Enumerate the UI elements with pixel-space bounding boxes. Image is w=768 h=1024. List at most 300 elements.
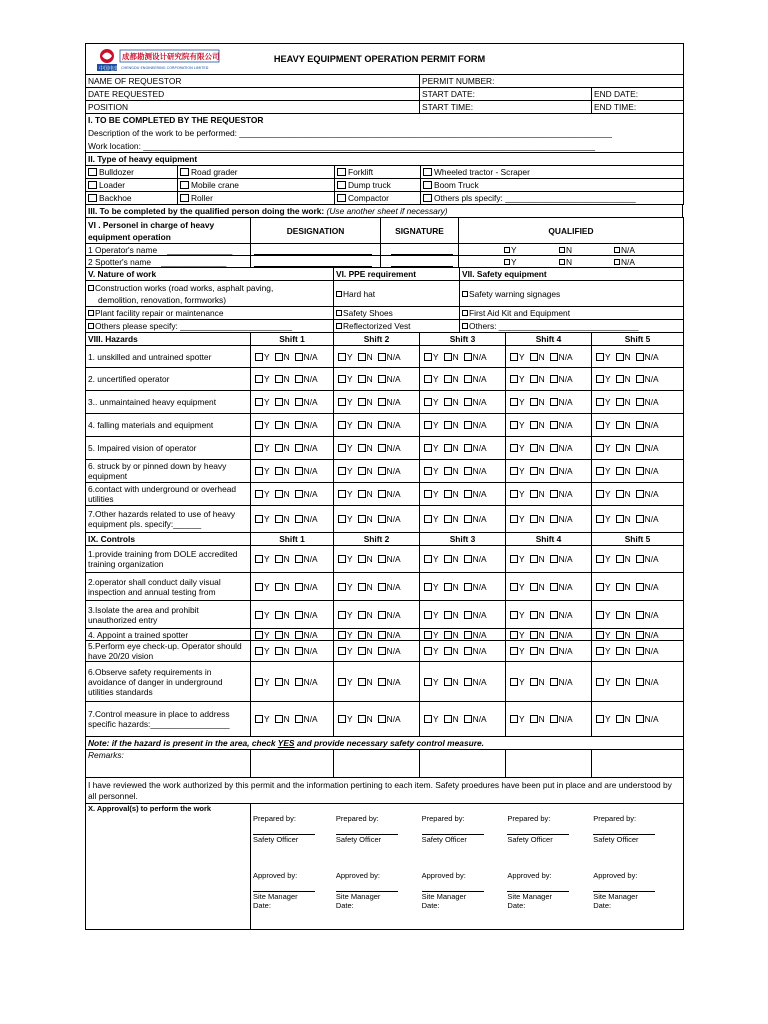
checkbox-icon[interactable] bbox=[424, 467, 432, 475]
yn-option-n[interactable] bbox=[616, 714, 631, 724]
checkbox-icon[interactable] bbox=[616, 375, 624, 383]
yn-option-na[interactable] bbox=[464, 397, 487, 407]
checkbox-icon[interactable] bbox=[530, 611, 538, 619]
checkbox-icon[interactable] bbox=[424, 490, 432, 498]
safety-first-aid-option[interactable] bbox=[460, 307, 684, 320]
yn-options[interactable] bbox=[334, 346, 420, 368]
yn-option-na[interactable] bbox=[295, 352, 318, 362]
checkbox-icon[interactable] bbox=[464, 611, 472, 619]
date-label[interactable]: Date: bbox=[253, 901, 271, 910]
yn-option-na[interactable] bbox=[550, 714, 573, 724]
yn-options[interactable] bbox=[251, 437, 334, 460]
checkbox-icon[interactable] bbox=[255, 555, 263, 563]
checkbox-icon[interactable] bbox=[636, 398, 644, 406]
yn-options[interactable] bbox=[420, 546, 506, 573]
checkbox-icon[interactable] bbox=[338, 375, 346, 383]
date-label[interactable]: Date: bbox=[593, 901, 612, 910]
checkbox-icon[interactable] bbox=[423, 181, 432, 189]
yn-option-n[interactable] bbox=[275, 610, 290, 620]
yn-option-y[interactable] bbox=[510, 352, 525, 362]
personnel-designation-field[interactable] bbox=[251, 244, 381, 256]
qualified-option[interactable] bbox=[559, 245, 614, 255]
checkbox-icon[interactable] bbox=[275, 611, 283, 619]
checkbox-icon[interactable] bbox=[295, 583, 303, 591]
yn-option-n[interactable] bbox=[275, 582, 290, 592]
checkbox-icon[interactable] bbox=[338, 444, 346, 452]
checkbox-icon[interactable] bbox=[275, 515, 283, 523]
checkbox-icon[interactable] bbox=[530, 555, 538, 563]
yn-options[interactable] bbox=[251, 546, 334, 573]
equipment-option[interactable] bbox=[335, 192, 421, 205]
checkbox-icon[interactable] bbox=[464, 583, 472, 591]
yn-options[interactable] bbox=[506, 546, 592, 573]
remarks-shift-5[interactable] bbox=[592, 750, 684, 778]
checkbox-icon[interactable] bbox=[444, 467, 452, 475]
yn-options[interactable] bbox=[251, 460, 334, 483]
yn-option-y[interactable] bbox=[596, 610, 611, 620]
approved-signature-line[interactable] bbox=[422, 880, 484, 892]
yn-option-y[interactable] bbox=[424, 397, 439, 407]
yn-option-n[interactable] bbox=[616, 443, 631, 453]
prepared-signature-line[interactable] bbox=[507, 823, 569, 835]
yn-option-na[interactable] bbox=[295, 489, 318, 499]
checkbox-icon[interactable] bbox=[424, 678, 432, 686]
yn-option-n[interactable] bbox=[444, 514, 459, 524]
yn-option-n[interactable] bbox=[358, 610, 373, 620]
checkbox-icon[interactable] bbox=[636, 467, 644, 475]
checkbox-icon[interactable] bbox=[338, 467, 346, 475]
equipment-option[interactable] bbox=[335, 166, 421, 179]
checkbox-icon[interactable] bbox=[636, 715, 644, 723]
checkbox-icon[interactable] bbox=[337, 194, 346, 202]
checkbox-icon[interactable] bbox=[444, 375, 452, 383]
checkbox-icon[interactable] bbox=[88, 194, 97, 202]
yn-options[interactable] bbox=[334, 391, 420, 414]
yn-option-na[interactable] bbox=[636, 610, 659, 620]
yn-option-y[interactable] bbox=[596, 420, 611, 430]
yn-option-na[interactable] bbox=[295, 420, 318, 430]
checkbox-icon[interactable] bbox=[88, 168, 97, 176]
yn-options[interactable] bbox=[420, 437, 506, 460]
remarks-field[interactable]: Remarks: bbox=[86, 750, 251, 778]
checkbox-icon[interactable] bbox=[464, 631, 472, 639]
checkbox-icon[interactable] bbox=[423, 194, 432, 202]
checkbox-icon[interactable] bbox=[530, 678, 538, 686]
checkbox-icon[interactable] bbox=[358, 715, 366, 723]
yn-options[interactable] bbox=[251, 368, 334, 391]
yn-option-y[interactable] bbox=[255, 352, 270, 362]
yn-option-y[interactable] bbox=[510, 610, 525, 620]
checkbox-icon[interactable] bbox=[358, 583, 366, 591]
checkbox-icon[interactable] bbox=[378, 375, 386, 383]
yn-option-y[interactable] bbox=[255, 646, 270, 656]
yn-option-na[interactable] bbox=[378, 352, 401, 362]
checkbox-icon[interactable] bbox=[424, 444, 432, 452]
yn-option-y[interactable] bbox=[424, 677, 439, 687]
yn-option-n[interactable] bbox=[530, 554, 545, 564]
checkbox-icon[interactable] bbox=[464, 678, 472, 686]
checkbox-icon[interactable] bbox=[424, 375, 432, 383]
yn-option-y[interactable] bbox=[424, 374, 439, 384]
yn-option-n[interactable] bbox=[530, 466, 545, 476]
yn-option-y[interactable] bbox=[255, 554, 270, 564]
checkbox-icon[interactable] bbox=[530, 375, 538, 383]
date-label[interactable]: Date: bbox=[507, 901, 526, 910]
checkbox-icon[interactable] bbox=[358, 490, 366, 498]
yn-option-n[interactable] bbox=[530, 677, 545, 687]
yn-option-y[interactable] bbox=[424, 646, 439, 656]
yn-option-na[interactable] bbox=[295, 630, 318, 640]
checkbox-icon[interactable] bbox=[464, 715, 472, 723]
yn-option-n[interactable] bbox=[616, 630, 631, 640]
checkbox-icon[interactable] bbox=[255, 515, 263, 523]
equipment-option[interactable] bbox=[86, 179, 178, 192]
yn-options[interactable] bbox=[592, 573, 684, 601]
yn-option-na[interactable] bbox=[550, 582, 573, 592]
yn-options[interactable] bbox=[420, 368, 506, 391]
yn-option-n[interactable] bbox=[444, 646, 459, 656]
yn-options[interactable] bbox=[251, 391, 334, 414]
checkbox-icon[interactable] bbox=[295, 611, 303, 619]
checkbox-icon[interactable] bbox=[530, 467, 538, 475]
checkbox-icon[interactable] bbox=[336, 323, 342, 329]
yn-option-y[interactable] bbox=[255, 610, 270, 620]
checkbox-icon[interactable] bbox=[636, 555, 644, 563]
equipment-option[interactable] bbox=[178, 192, 335, 205]
checkbox-icon[interactable] bbox=[510, 647, 518, 655]
yn-option-na[interactable] bbox=[550, 397, 573, 407]
checkbox-icon[interactable] bbox=[462, 323, 468, 329]
yn-options[interactable] bbox=[334, 601, 420, 629]
yn-option-na[interactable] bbox=[295, 397, 318, 407]
checkbox-icon[interactable] bbox=[180, 194, 189, 202]
checkbox-icon[interactable] bbox=[336, 310, 342, 316]
yn-option-na[interactable] bbox=[378, 630, 401, 640]
yn-option-na[interactable] bbox=[636, 714, 659, 724]
checkbox-icon[interactable] bbox=[424, 555, 432, 563]
checkbox-icon[interactable] bbox=[550, 515, 558, 523]
checkbox-icon[interactable] bbox=[424, 611, 432, 619]
checkbox-icon[interactable] bbox=[510, 398, 518, 406]
yn-options[interactable] bbox=[506, 506, 592, 533]
checkbox-icon[interactable] bbox=[636, 444, 644, 452]
yn-option-na[interactable] bbox=[464, 714, 487, 724]
checkbox-icon[interactable] bbox=[530, 715, 538, 723]
equipment-option[interactable] bbox=[421, 179, 684, 192]
checkbox-icon[interactable] bbox=[596, 715, 604, 723]
yn-option-na[interactable] bbox=[464, 582, 487, 592]
yn-option-y[interactable] bbox=[510, 489, 525, 499]
yn-options[interactable] bbox=[420, 414, 506, 437]
personnel-signature-field[interactable] bbox=[381, 244, 459, 256]
yn-option-y[interactable] bbox=[510, 714, 525, 724]
checkbox-icon[interactable] bbox=[255, 611, 263, 619]
yn-option-n[interactable] bbox=[275, 420, 290, 430]
checkbox-icon[interactable] bbox=[550, 631, 558, 639]
checkbox-icon[interactable] bbox=[295, 647, 303, 655]
checkbox-icon[interactable] bbox=[616, 467, 624, 475]
yn-option-na[interactable] bbox=[464, 630, 487, 640]
yn-option-n[interactable] bbox=[444, 610, 459, 620]
yn-options[interactable] bbox=[506, 460, 592, 483]
yn-option-na[interactable] bbox=[550, 443, 573, 453]
checkbox-icon[interactable] bbox=[338, 631, 346, 639]
yn-option-n[interactable] bbox=[358, 582, 373, 592]
checkbox-icon[interactable] bbox=[255, 421, 263, 429]
checkbox-icon[interactable] bbox=[636, 647, 644, 655]
yn-option-y[interactable] bbox=[338, 582, 353, 592]
yn-option-na[interactable] bbox=[295, 466, 318, 476]
yn-option-n[interactable] bbox=[444, 420, 459, 430]
yn-options[interactable] bbox=[420, 573, 506, 601]
yn-option-na[interactable] bbox=[550, 610, 573, 620]
checkbox-icon[interactable] bbox=[338, 678, 346, 686]
yn-options[interactable] bbox=[420, 601, 506, 629]
yn-option-y[interactable] bbox=[596, 582, 611, 592]
checkbox-icon[interactable] bbox=[424, 421, 432, 429]
yn-options[interactable] bbox=[506, 414, 592, 437]
checkbox-icon[interactable] bbox=[464, 398, 472, 406]
checkbox-icon[interactable] bbox=[180, 168, 189, 176]
yn-options[interactable] bbox=[506, 573, 592, 601]
checkbox-icon[interactable] bbox=[295, 467, 303, 475]
checkbox-icon[interactable] bbox=[255, 631, 263, 639]
yn-option-na[interactable] bbox=[464, 646, 487, 656]
yn-option-n[interactable] bbox=[530, 374, 545, 384]
checkbox-icon[interactable] bbox=[616, 398, 624, 406]
yn-option-na[interactable] bbox=[464, 374, 487, 384]
yn-option-y[interactable] bbox=[596, 714, 611, 724]
yn-option-n[interactable] bbox=[530, 610, 545, 620]
safety-signages-option[interactable] bbox=[460, 281, 684, 307]
equipment-option[interactable] bbox=[178, 179, 335, 192]
checkbox-icon[interactable] bbox=[550, 398, 558, 406]
checkbox-icon[interactable] bbox=[424, 631, 432, 639]
checkbox-icon[interactable] bbox=[88, 310, 94, 316]
yn-option-na[interactable] bbox=[295, 514, 318, 524]
work-description-field[interactable]: Description of the work to be performed: ________________________________________________________________________________ bbox=[88, 128, 612, 138]
start-time-field[interactable]: START TIME: bbox=[420, 101, 592, 114]
yn-option-y[interactable] bbox=[596, 514, 611, 524]
yn-option-na[interactable] bbox=[378, 582, 401, 592]
checkbox-icon[interactable] bbox=[255, 444, 263, 452]
yn-option-y[interactable] bbox=[596, 466, 611, 476]
yn-option-na[interactable] bbox=[378, 489, 401, 499]
checkbox-icon[interactable] bbox=[275, 631, 283, 639]
yn-options[interactable] bbox=[506, 702, 592, 737]
checkbox-icon[interactable] bbox=[338, 421, 346, 429]
yn-option-y[interactable] bbox=[255, 489, 270, 499]
yn-option-n[interactable] bbox=[358, 514, 373, 524]
checkbox-icon[interactable] bbox=[358, 611, 366, 619]
checkbox-icon[interactable] bbox=[550, 421, 558, 429]
checkbox-icon[interactable] bbox=[424, 515, 432, 523]
yn-option-n[interactable] bbox=[275, 352, 290, 362]
checkbox-icon[interactable] bbox=[255, 353, 263, 361]
checkbox-icon[interactable] bbox=[424, 583, 432, 591]
checkbox-icon[interactable] bbox=[378, 583, 386, 591]
yn-option-n[interactable] bbox=[444, 489, 459, 499]
yn-options[interactable] bbox=[506, 601, 592, 629]
checkbox-icon[interactable] bbox=[338, 353, 346, 361]
yn-option-n[interactable] bbox=[275, 443, 290, 453]
yn-option-y[interactable] bbox=[510, 514, 525, 524]
position-field[interactable]: POSITION bbox=[86, 101, 420, 114]
checkbox-icon[interactable] bbox=[338, 583, 346, 591]
end-time-field[interactable]: END TIME: bbox=[592, 101, 684, 114]
personnel-qualified-options[interactable] bbox=[459, 244, 684, 256]
yn-options[interactable] bbox=[334, 641, 420, 662]
permit-number-field[interactable]: PERMIT NUMBER: bbox=[420, 75, 684, 88]
checkbox-icon[interactable] bbox=[559, 247, 565, 253]
yn-options[interactable] bbox=[420, 629, 506, 641]
yn-option-n[interactable] bbox=[358, 489, 373, 499]
yn-option-n[interactable] bbox=[275, 714, 290, 724]
yn-option-y[interactable] bbox=[424, 466, 439, 476]
yn-option-y[interactable] bbox=[338, 714, 353, 724]
checkbox-icon[interactable] bbox=[295, 421, 303, 429]
checkbox-icon[interactable] bbox=[510, 715, 518, 723]
yn-options[interactable] bbox=[592, 641, 684, 662]
checkbox-icon[interactable] bbox=[88, 323, 94, 329]
checkbox-icon[interactable] bbox=[378, 611, 386, 619]
yn-option-y[interactable] bbox=[338, 646, 353, 656]
ppe-hard-hat-option[interactable] bbox=[334, 281, 460, 307]
checkbox-icon[interactable] bbox=[275, 715, 283, 723]
checkbox-icon[interactable] bbox=[337, 168, 346, 176]
yn-option-n[interactable] bbox=[358, 443, 373, 453]
yn-options[interactable] bbox=[334, 483, 420, 506]
checkbox-icon[interactable] bbox=[550, 353, 558, 361]
checkbox-icon[interactable] bbox=[636, 678, 644, 686]
checkbox-icon[interactable] bbox=[530, 647, 538, 655]
checkbox-icon[interactable] bbox=[275, 647, 283, 655]
checkbox-icon[interactable] bbox=[255, 715, 263, 723]
checkbox-icon[interactable] bbox=[596, 647, 604, 655]
checkbox-icon[interactable] bbox=[530, 353, 538, 361]
checkbox-icon[interactable] bbox=[550, 678, 558, 686]
checkbox-icon[interactable] bbox=[464, 467, 472, 475]
prepared-signature-line[interactable] bbox=[253, 823, 315, 835]
yn-option-na[interactable] bbox=[295, 610, 318, 620]
yn-option-na[interactable] bbox=[464, 677, 487, 687]
checkbox-icon[interactable] bbox=[510, 583, 518, 591]
yn-option-n[interactable] bbox=[275, 677, 290, 687]
yn-option-na[interactable] bbox=[550, 514, 573, 524]
yn-option-n[interactable] bbox=[358, 397, 373, 407]
checkbox-icon[interactable] bbox=[88, 181, 97, 189]
yn-options[interactable] bbox=[592, 662, 684, 702]
yn-option-y[interactable] bbox=[255, 420, 270, 430]
checkbox-icon[interactable] bbox=[616, 490, 624, 498]
checkbox-icon[interactable] bbox=[464, 353, 472, 361]
checkbox-icon[interactable] bbox=[358, 398, 366, 406]
start-date-field[interactable]: START DATE: bbox=[420, 88, 592, 101]
yn-option-y[interactable] bbox=[596, 630, 611, 640]
checkbox-icon[interactable] bbox=[295, 631, 303, 639]
yn-option-y[interactable] bbox=[255, 630, 270, 640]
yn-option-na[interactable] bbox=[295, 374, 318, 384]
yn-options[interactable] bbox=[251, 414, 334, 437]
yn-option-n[interactable] bbox=[275, 554, 290, 564]
checkbox-icon[interactable] bbox=[180, 181, 189, 189]
checkbox-icon[interactable] bbox=[338, 555, 346, 563]
yn-option-n[interactable] bbox=[530, 582, 545, 592]
checkbox-icon[interactable] bbox=[616, 421, 624, 429]
yn-option-na[interactable] bbox=[550, 420, 573, 430]
yn-options[interactable] bbox=[506, 662, 592, 702]
approved-signature-line[interactable] bbox=[336, 880, 398, 892]
yn-option-n[interactable] bbox=[275, 630, 290, 640]
checkbox-icon[interactable] bbox=[636, 515, 644, 523]
checkbox-icon[interactable] bbox=[444, 515, 452, 523]
qualified-option[interactable] bbox=[559, 257, 614, 267]
yn-option-y[interactable] bbox=[596, 677, 611, 687]
yn-option-na[interactable] bbox=[295, 582, 318, 592]
checkbox-icon[interactable] bbox=[358, 444, 366, 452]
checkbox-icon[interactable] bbox=[614, 259, 620, 265]
checkbox-icon[interactable] bbox=[275, 398, 283, 406]
yn-option-n[interactable] bbox=[616, 397, 631, 407]
yn-options[interactable] bbox=[592, 346, 684, 368]
checkbox-icon[interactable] bbox=[504, 259, 510, 265]
yn-options[interactable] bbox=[334, 506, 420, 533]
yn-options[interactable] bbox=[592, 702, 684, 737]
yn-option-y[interactable] bbox=[338, 443, 353, 453]
checkbox-icon[interactable] bbox=[636, 375, 644, 383]
checkbox-icon[interactable] bbox=[559, 259, 565, 265]
date-label[interactable]: Date: bbox=[421, 901, 440, 910]
yn-option-y[interactable] bbox=[510, 554, 525, 564]
yn-options[interactable] bbox=[506, 641, 592, 662]
checkbox-icon[interactable] bbox=[596, 375, 604, 383]
checkbox-icon[interactable] bbox=[378, 421, 386, 429]
checkbox-icon[interactable] bbox=[444, 398, 452, 406]
yn-option-na[interactable] bbox=[636, 514, 659, 524]
yn-options[interactable] bbox=[334, 702, 420, 737]
yn-option-na[interactable] bbox=[636, 397, 659, 407]
checkbox-icon[interactable] bbox=[444, 631, 452, 639]
yn-option-y[interactable] bbox=[255, 466, 270, 476]
end-date-field[interactable]: END DATE: bbox=[592, 88, 684, 101]
checkbox-icon[interactable] bbox=[255, 583, 263, 591]
yn-options[interactable] bbox=[251, 629, 334, 641]
yn-option-n[interactable] bbox=[616, 489, 631, 499]
checkbox-icon[interactable] bbox=[596, 631, 604, 639]
yn-option-y[interactable] bbox=[596, 443, 611, 453]
checkbox-icon[interactable] bbox=[510, 444, 518, 452]
checkbox-icon[interactable] bbox=[338, 515, 346, 523]
yn-options[interactable] bbox=[592, 483, 684, 506]
yn-options[interactable] bbox=[420, 391, 506, 414]
yn-option-n[interactable] bbox=[530, 714, 545, 724]
yn-options[interactable] bbox=[334, 437, 420, 460]
yn-option-na[interactable] bbox=[636, 420, 659, 430]
yn-option-y[interactable] bbox=[596, 554, 611, 564]
yn-option-n[interactable] bbox=[616, 352, 631, 362]
checkbox-icon[interactable] bbox=[616, 678, 624, 686]
yn-option-n[interactable] bbox=[444, 352, 459, 362]
remarks-shift-3[interactable] bbox=[420, 750, 506, 778]
yn-option-na[interactable] bbox=[550, 466, 573, 476]
checkbox-icon[interactable] bbox=[378, 398, 386, 406]
checkbox-icon[interactable] bbox=[295, 444, 303, 452]
checkbox-icon[interactable] bbox=[295, 678, 303, 686]
yn-option-y[interactable] bbox=[596, 489, 611, 499]
equipment-option[interactable] bbox=[86, 192, 178, 205]
yn-option-na[interactable] bbox=[378, 677, 401, 687]
yn-option-na[interactable] bbox=[295, 714, 318, 724]
